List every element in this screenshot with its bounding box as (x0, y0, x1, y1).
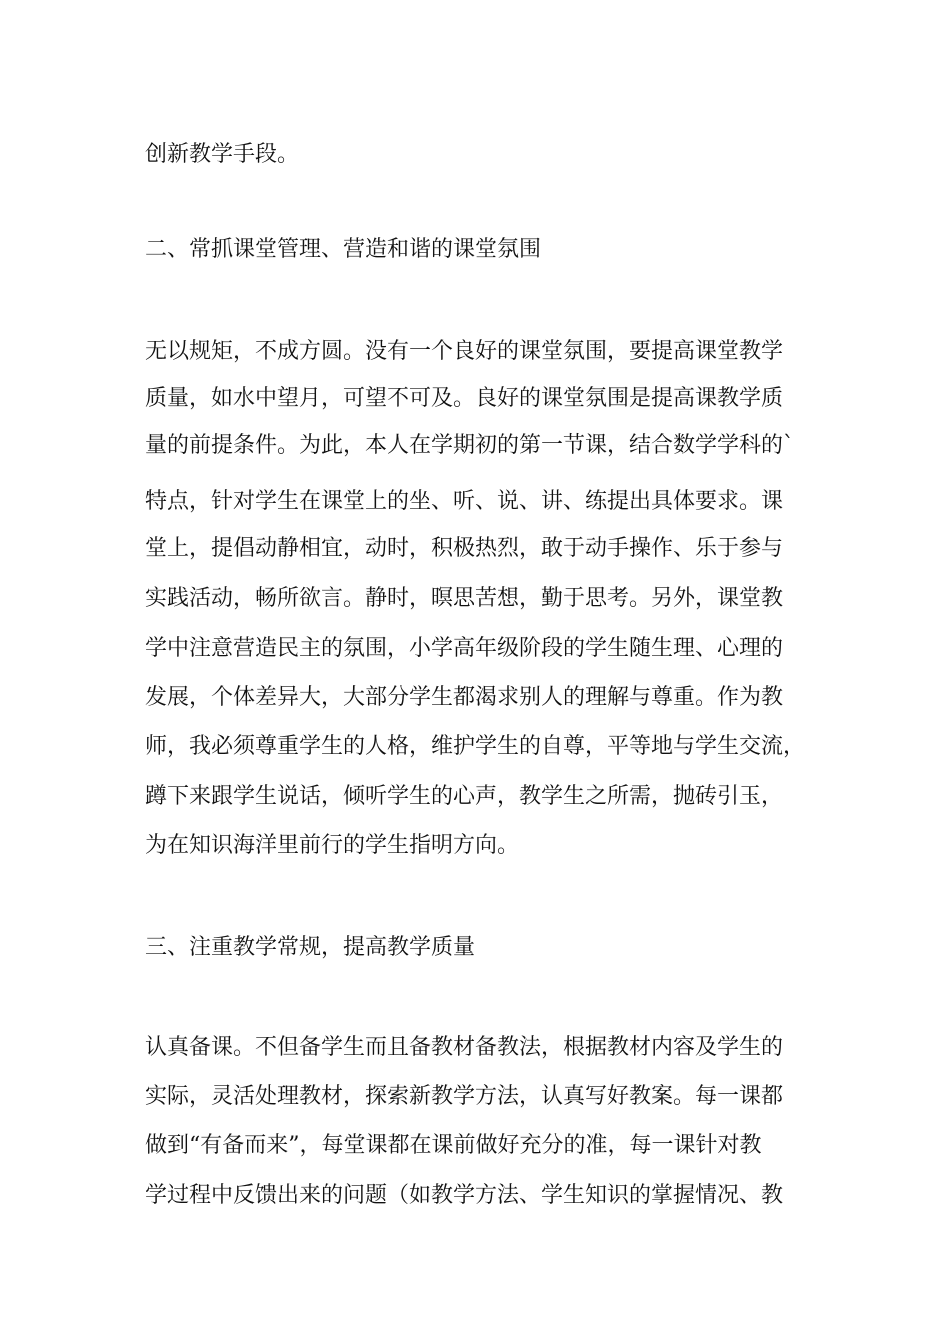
section-3-line-2: 实际，灵活处理教材，探索新教学方法，认真写好教案。每一课都 (145, 1084, 784, 1109)
section-2-line-11: 为在知识海洋里前行的学生指明方向。 (145, 833, 520, 858)
section-2-line-4: 特点，针对学生在课堂上的坐、听、说、讲、练提出具体要求。课 (145, 489, 784, 514)
section-2-line-10: 蹲下来跟学生说话，倾听学生的心声，教学生之所需，抛砖引玉， (145, 784, 784, 809)
section-2-line-1: 无以规矩，不成方圆。没有一个良好的课堂氛围，要提高课堂教学 (145, 339, 784, 364)
section-2-line-5: 堂上，提倡动静相宜，动时，积极热烈，敢于动手操作、乐于参与 (145, 536, 784, 561)
intro-tail-text: 创新教学手段。 (145, 142, 300, 167)
section-3-line-4: 学过程中反馈出来的问题（如教学方法、学生知识的掌握情况、教 (145, 1183, 784, 1208)
section-2-line-6: 实践活动，畅所欲言。静时，暝思苦想，勤于思考。另外，课堂教 (145, 586, 784, 611)
section-3-heading: 三、注重教学常规，提高教学质量 (145, 935, 476, 960)
section-3-line-3: 做到“有备而来”，每堂课都在课前做好充分的准，每一课针对教 (145, 1133, 762, 1158)
section-2-heading: 二、常抓课堂管理、营造和谐的课堂氛围 (145, 237, 542, 262)
section-2-line-8: 发展，个体差异大，大部分学生都渴求别人的理解与尊重。作为教 (145, 685, 784, 710)
section-2-line-7: 学中注意营造民主的氛围，小学高年级阶段的学生随生理、心理的 (145, 636, 784, 661)
section-2-line-9: 师，我必须尊重学生的人格，维护学生的自尊，平等地与学生交流， (145, 734, 806, 759)
section-2-line-3: 量的前提条件。为此，本人在学期初的第一节课，结合数学学科的` (145, 433, 795, 458)
section-2-line-2: 质量，如水中望月，可望不可及。良好的课堂氛围是提高课教学质 (145, 386, 784, 411)
section-3-line-1: 认真备课。不但备学生而且备教材备教法，根据教材内容及学生的 (145, 1035, 784, 1060)
